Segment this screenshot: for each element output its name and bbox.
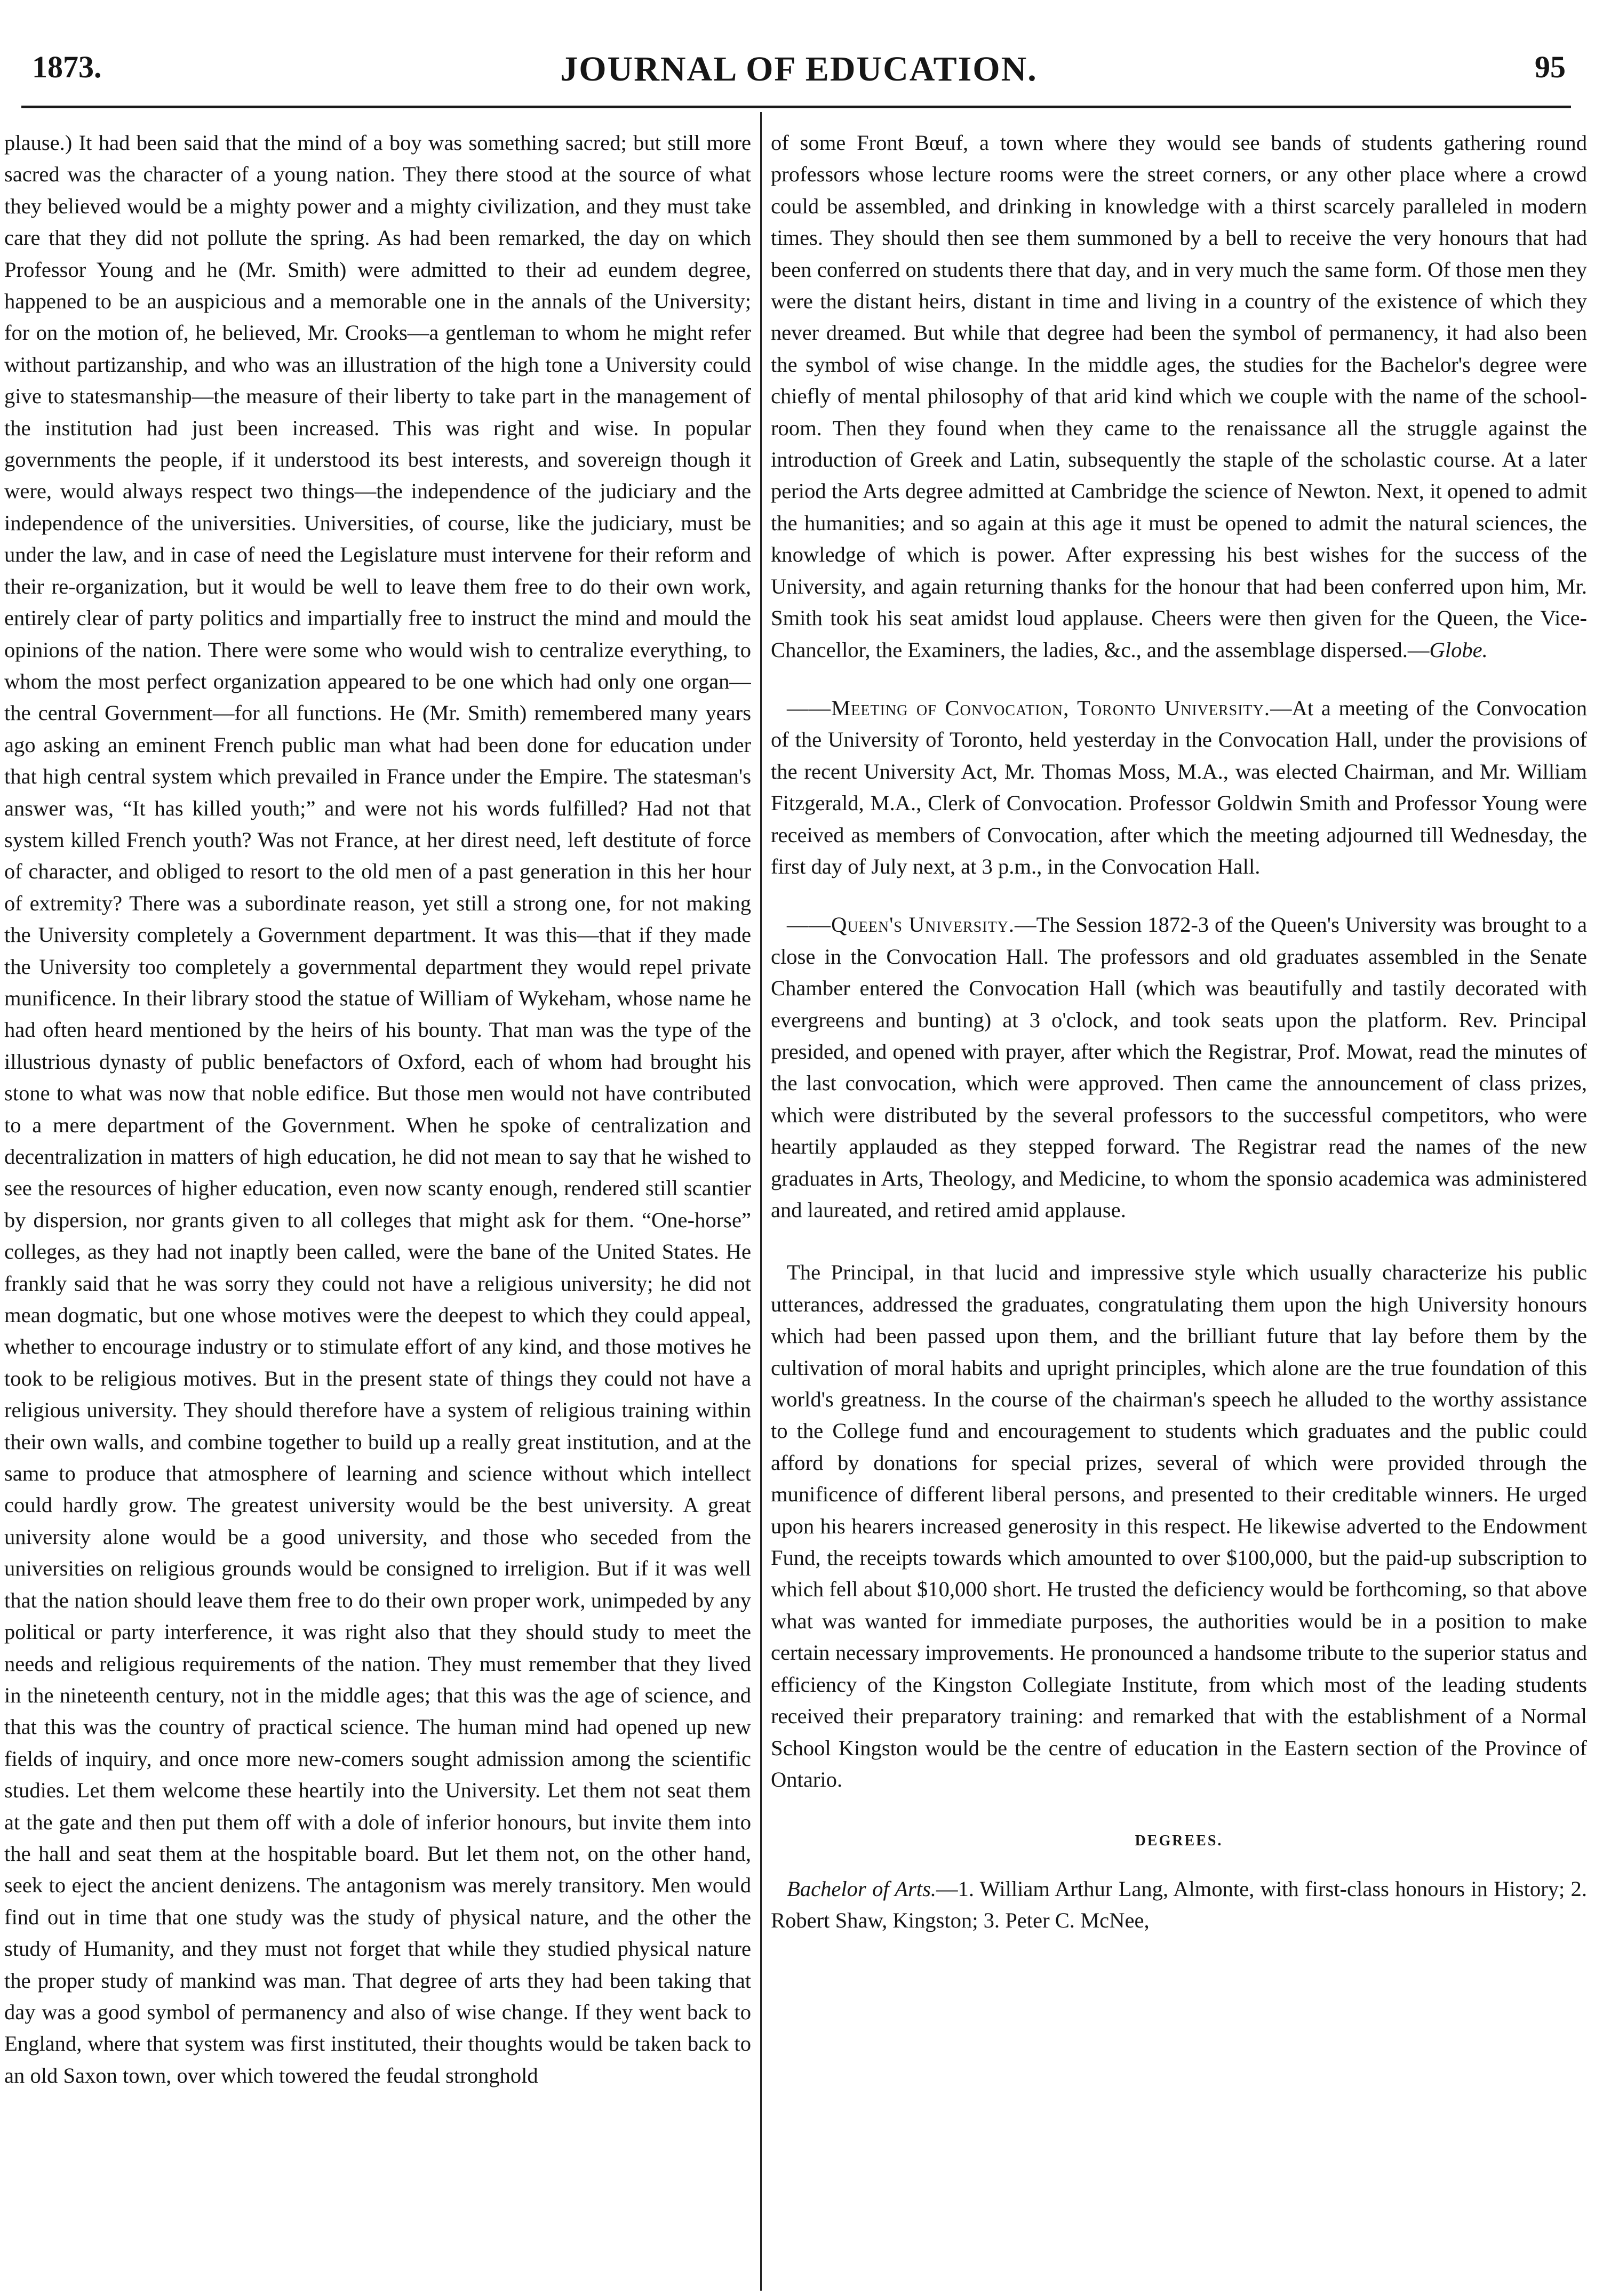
- convocation-toronto-body: —At a meeting of the Convocation of the University of Toronto, held yesterday in the Convocation Hall, under the provisions of the recent University Act, Mr. Thomas Moss, M.A., was elected Chairman, and Mr. William Fitzgerald, M.A., Clerk of Convocation. Professor Goldwin Smith and Professor Young were received as members of Convocation, after which the meeting adjourned till Wednesday, the first day of July next, at 3 p.m., in the Convocation Hall.: [771, 695, 1587, 878]
- speech-conclusion-text: of some Front Bœuf, a town where they would see bands of students gathering round professors whose lecture rooms were the street corners, or any other place where a crowd could be assembled, and drinking in knowledge with a thirst scarcely paralleled in modern times. They should then see them summoned by a bell to receive the very honours that had been conferred on students there that day, and in very much the same form. Of those men they were the distant heirs, distant in time and living in a country of the existence of which they never dreamed. But while that degree had been the symbol of permanency, it had also been the symbol of wise change. In the middle ages, the studies for the Bachelor's degree were chiefly of mental philosophy of that arid kind which we couple with the name of the school-room. Then they found when they came to the renaissance all the struggle against the introduction of Greek and Latin, subsequently the staple of the scholastic course. At a later period the Arts degree admitted at Cambridge the science of Newton. Next, it opened to admit the humanities; and so again at this age it must be opened to admit the natural sciences, the knowledge of which is power. After expressing his best wishes for the success of the University, and again returning thanks for the honour that had been conferred upon him, Mr. Smith took his seat amidst loud applause. Cheers were then given for the Queen, the Vice-Chancellor, the Examiners, the ladies, &c., and the assemblage dispersed.—: [771, 131, 1587, 662]
- header-rule: [21, 106, 1571, 108]
- convocation-toronto-article: [771, 692, 1587, 882]
- source-credit: Globe.: [1429, 637, 1488, 662]
- right-column: [771, 127, 1587, 2292]
- principal-address-paragraph: The Principal, in that lucid and impressive style which usually characterize his public utterances, addressed the graduates, congratulating them upon the high University honours which had been passed upon them, and the brilliant future that lay before them by the cultivation of moral habits and upright principles, which alone are the true foundation of this world's greatness. In the course of the chairman's speech he alluded to the worthy assistance to the College fund and encouragement to students which graduates and the public could afford by donations for special prizes, several of which were provided through the munificence of different liberal persons, and presented to their creditable winners. He urged upon his hearers increased generosity in this respect. He likewise adverted to the Endowment Fund, the receipts towards which amounted to over $100,000, but the paid-up subscription to which fell about $10,000 short. He trusted the deficiency would be forthcoming, so that above what was wanted for immediate purposes, the authorities would be in a position to make certain necessary improvements. He pronounced a handsome tribute to the superior status and efficiency of the Kingston Collegiate Institute, from which most of the leading students received their preparatory training: and remarked that with the establishment of a Normal School Kingston would be the centre of education in the Eastern section of the Province of Ontario.: [771, 1260, 1587, 1791]
- speech-continuation-paragraph: plause.) It had been said that the mind of a boy was something sacred; but still more sacred was the character of a young nation. They there stood at the source of what they believed would be a mighty power and a mighty civilization, and they must take care that they did not pollute the spring. As had been remarked, the day on which Professor Young and he (Mr. Smith) were admitted to their ad eundem degree, happened to be an auspicious and a memorable one in the annals of the University; for on the motion of, he believed, Mr. Crooks—a gentleman to whom he might refer without partizanship, and who was an illustration of the high tone a University could give to statesmanship—the measure of their liberty to take part in the management of the institution had just been increased. This was right and wise. In popular governments the people, if it understood its best interests, and sovereign though it were, would always respect two things—the independence of the judiciary and the independence of the universities. Universities, of course, like the judiciary, must be under the law, and in case of need the Legislature must intervene for their reform and their re-organization, but it would be well to leave them free to do their own work, entirely clear of party politics and impartially free to instruct the mind and mould the opinions of the nation. There were some who would wish to centralize everything, to whom the most perfect organization appeared to be one which had only one organ—the central Government—for all functions. He (Mr. Smith) remembered many years ago asking an eminent French public man what had been done for education under that high central system which prevailed in France under the Empire. The statesman's answer was, “It has killed youth;” and were not his words fulfilled? Had not that system killed French youth? Was not France, at her direst need, left destitute of force of character, and obliged to resort to the old men of a past generation in this her hour of extremity? There was a subordinate reason, yet still a strong one, for not making the University completely a Government department. It was this—that if they made the University too completely a governmental department they would repel private munificence. In their library stood the statue of William of Wykeham, whose name he had often heard mentioned by the heirs of his bounty. That man was the type of the illustrious dynasty of public benefactors of Oxford, each of whom had brought his stone to what was now that noble edifice. But those men would not have contributed to a mere department of the Government. When he spoke of centralization and decentralization in matters of high education, he did not mean to say that he wished to see the resources of higher education, even now scanty enough, rendered still scantier by dispersion, nor grants given to all colleges that might ask for them. “One-horse” colleges, as they had not inaptly been called, were the bane of the United States. He frankly said that he was sorry they could not have a religious university; he did not mean dogmatic, but one whose motives were the deepest to which they could appeal, whether to encourage industry or to stimulate effort of any kind, and those motives he took to be religious motives. But in the present state of things they could not have a religious university. They should therefore have a system of religious training within their own walls, and combine together to build up a really great institution, and at the same to produce that atmosphere of learning and science without which intellect could hardly grow. The greatest university would be the best university. A great university alone would be a good university, and those who seceded from the universities on religious grounds would be consigned to irreligion. But if it was well that the nation should leave them free to do their own proper work, unimpeded by any political or party interference, it was right also that they should study to meet the needs and religious requirements of the nation. They must remember that they lived in the nineteenth century, not in the middle ages; that this was the age of science, and that this was the country of practical science. The human mind had opened up new fields of inquiry, and once more new-comers sought admission among the scientific studies. Let them welcome these heartily into the University. Let them not seat them at the gate and then put them off with a dole of inferior honours, but invite them into the hall and seat them at the hospitable board. But let them not, on the other hand, seek to eject the ancient denizens. The antagonism was merely transitory. Men would find out in time that one study was the study of physical nature, and the other the study of Humanity, and they must not forget that while they studied physical nature the proper study of mankind was man. That degree of arts they had been taking that day was a good symbol of permanency and also of wise change. If they went back to England, where that system was first instituted, their thoughts would be taken back to an old Saxon town, over which towered the feudal stronghold: [4, 131, 751, 2087]
- page-number: 95: [1535, 50, 1566, 84]
- degree-type-label: Bachelor of Arts.: [787, 1876, 937, 1901]
- queens-university-heading: ——Queen's University.: [787, 913, 1015, 937]
- degrees-heading: DEGREES.: [1135, 1833, 1223, 1850]
- page-header: [32, 49, 1566, 108]
- column-divider: [760, 112, 762, 2291]
- left-column: [4, 127, 751, 2292]
- journal-title: JOURNAL OF EDUCATION.: [560, 50, 1038, 89]
- degrees-list: [771, 1873, 1587, 1937]
- degree-recipients: —1. William Arthur Lang, Almonte, with first-class honours in History; 2. Robert Shaw, Kingston; 3. Peter C. McNee,: [771, 1876, 1587, 1933]
- queens-university-body: —The Session 1872-3 of the Queen's University was brought to a close in the Convocation Hall. The professors and old graduates assembled in the Senate Chamber entered the Convocation Hall (which was beautifully and tastily decorated with evergreens and bunting) at 3 o'clock, and took seats upon the platform. Rev. Principal presided, and opened with prayer, after which the Registrar, Prof. Mowat, read the minutes of the last convocation, which were approved. Then came the announcement of class prizes, which were distributed by the several professors to the successful competitors, who were heartily applauded as they stepped forward. The Registrar read the names of the new graduates in Arts, Theology, and Medicine, to whom the sponsio academica was administered and laureated, and retired amid applause.: [771, 913, 1587, 1222]
- speech-conclusion-paragraph: [771, 127, 1587, 666]
- header-year: 1873.: [32, 50, 102, 84]
- convocation-toronto-heading: ——Meeting of Convocation, Toronto University.: [787, 695, 1270, 720]
- queens-university-article: [771, 909, 1587, 1226]
